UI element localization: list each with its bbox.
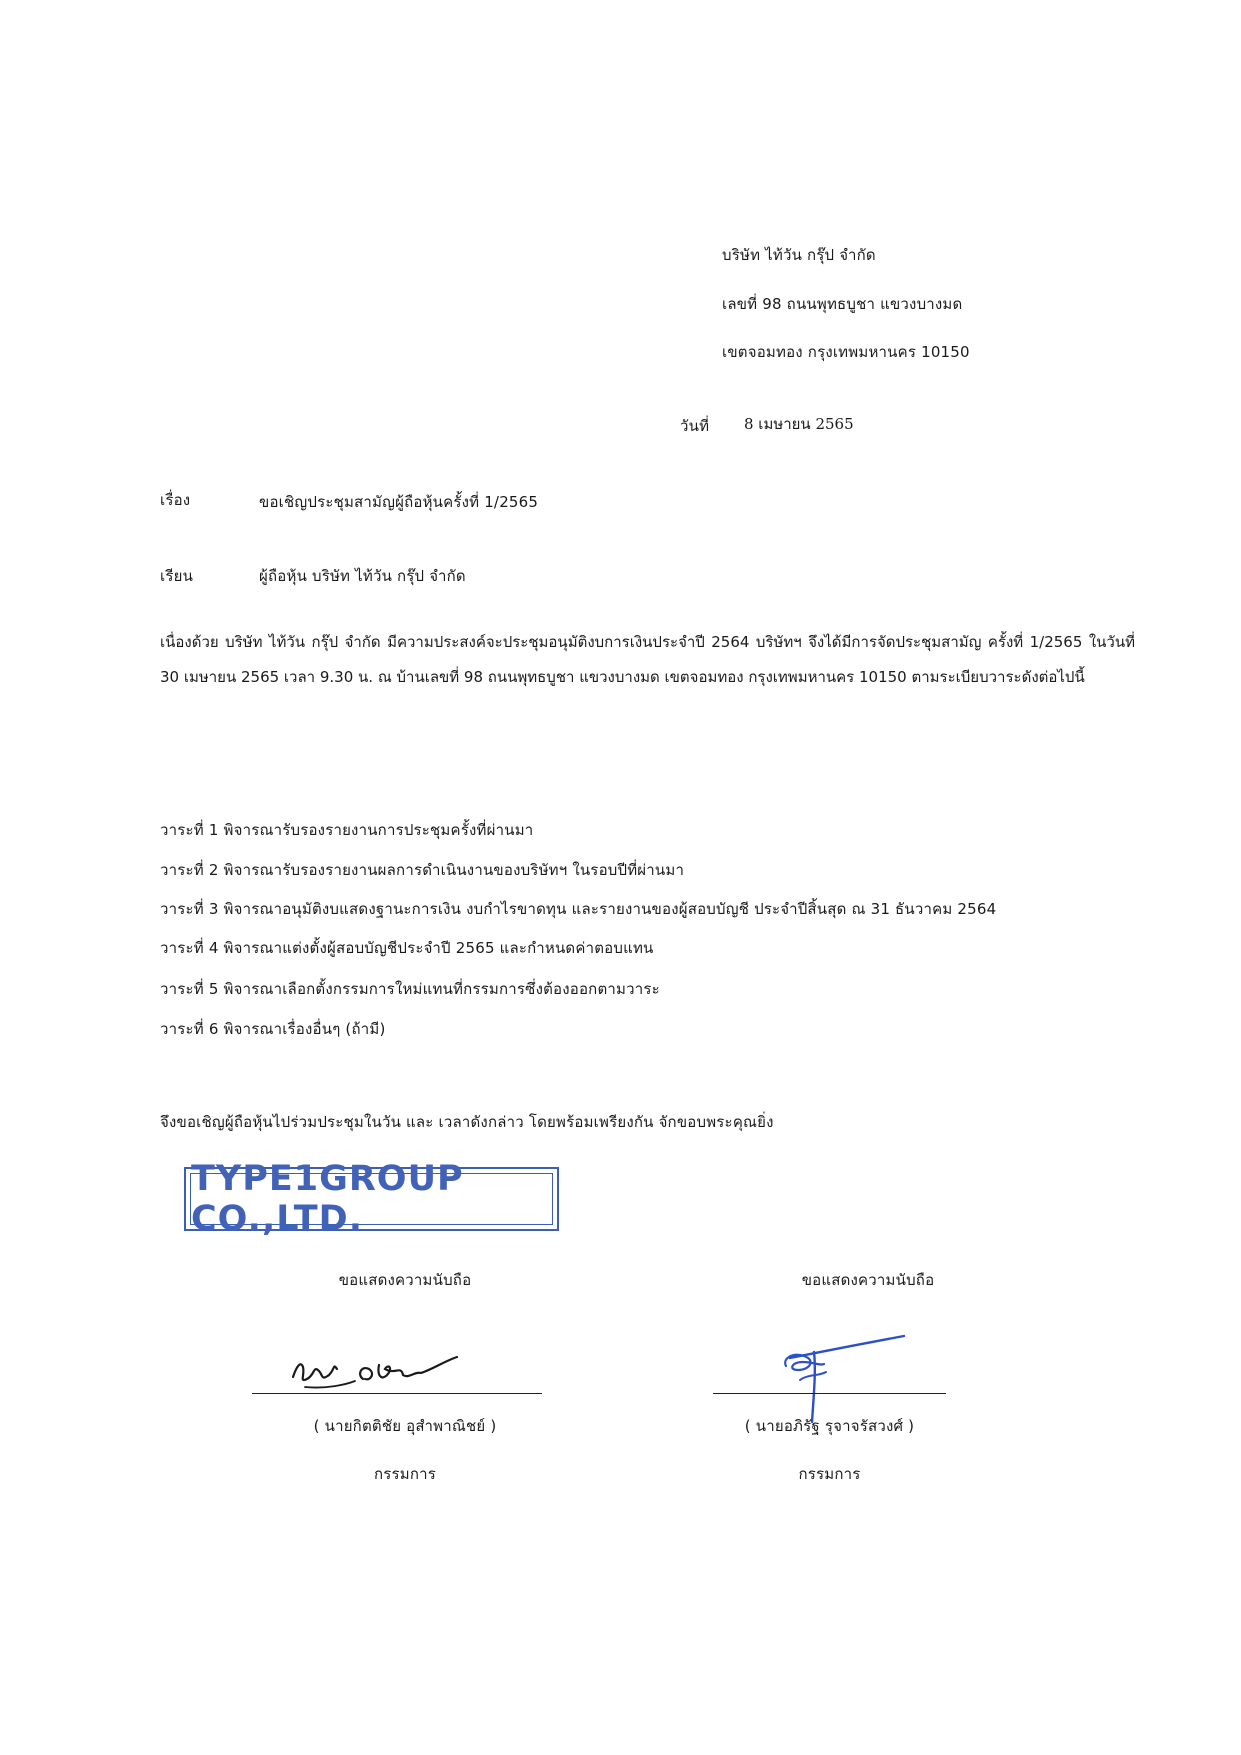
regards-right: ขอแสดงความนับถือ <box>801 1271 935 1289</box>
signatory-title-left: กรรมการ <box>373 1465 437 1483</box>
stamp-text: TYPE1GROUP CO.,LTD. <box>191 1159 464 1239</box>
company-name: บริษัท ไท้วัน กรุ๊ป จำกัด <box>722 246 876 264</box>
regards-left: ขอแสดงความนับถือ <box>338 1271 472 1289</box>
signature-left <box>285 1335 485 1395</box>
recipient-text: ผู้ถือหุ้น บริษัท ไท้วัน กรุ๊ป จำกัด <box>259 567 466 585</box>
agenda-item-3: วาระที่ 3 พิจารณาอนุมัติงบแสดงฐานะการเงิน งบกำไรขาดทุน และรายงานของผู้สอบบัญชี ประจำปีสิ้นสุด ณ 31 ธันวาคม 2564 <box>160 900 997 918</box>
agenda-item-2: วาระที่ 2 พิจารณารับรองรายงานผลการดำเนินงานของบริษัทฯ ในรอบปีที่ผ่านมา <box>160 861 685 879</box>
agenda-item-4: วาระที่ 4 พิจารณาแต่งตั้งผู้สอบบัญชีประจำปี 2565 และกำหนดค่าตอบแทน <box>160 939 654 957</box>
signatory-title-right: กรรมการ <box>798 1465 861 1483</box>
agenda-item-5: วาระที่ 5 พิจารณาเลือกตั้งกรรมการใหม่แทนที่กรรมการซึ่งต้องออกตามวาระ <box>160 980 660 998</box>
signature-line-right <box>713 1393 946 1394</box>
subject-label: เรื่อง <box>160 491 191 509</box>
date-label: วันที่ <box>680 417 710 435</box>
agenda-item-1: วาระที่ 1 พิจารณารับรองรายงานการประชุมครั้งที่ผ่านมา <box>160 821 534 839</box>
address-line-2: เขตจอมทอง กรุงเทพมหานคร 10150 <box>722 343 970 361</box>
body-paragraph: เนื่องด้วย บริษัท ไท้วัน กรุ๊ป จำกัด มีความประสงค์จะประชุมอนุมัติงบการเงินประจำปี 2564 บริษัทฯ จึงได้มีการจัดประชุมสามัญ ครั้งที่ 1/2565 ในวันที่ 30 เมษายน 2565 เวลา 9.30 น. ณ บ้านเลขที่ 98 ถนนพุทธบูชา แขวงบางมด เขตจอมทอง กรุงเทพมหานคร 10150 ตามระเบียบวาระดังต่อไปนี้ <box>160 633 1135 686</box>
company-stamp <box>184 1159 559 1239</box>
agenda-item-6: วาระที่ 6 พิจารณาเรื่องอื่นๆ (ถ้ามี) <box>160 1020 386 1038</box>
signatory-name-left: ( นายกิตติชัย อุสำพาณิชย์ ) <box>313 1417 497 1435</box>
signatory-name-right: ( นายอภิรัฐ รุจาจรัสวงศ์ ) <box>744 1417 915 1435</box>
signature-line-left <box>252 1393 542 1394</box>
closing-text: จึงขอเชิญผู้ถือหุ้นไปร่วมประชุมในวัน และ เวลาดังกล่าว โดยพร้อมเพรียงกัน จักขอบพระคุณยิ่ง <box>160 1113 774 1131</box>
subject-text: ขอเชิญประชุมสามัญผู้ถือหุ้นครั้งที่ 1/2565 <box>259 493 539 511</box>
date-value: 8 เมษายน 2565 <box>744 415 854 433</box>
recipient-label: เรียน <box>160 567 194 585</box>
address-line-1: เลขที่ 98 ถนนพุทธบูชา แขวงบางมด <box>722 295 963 313</box>
